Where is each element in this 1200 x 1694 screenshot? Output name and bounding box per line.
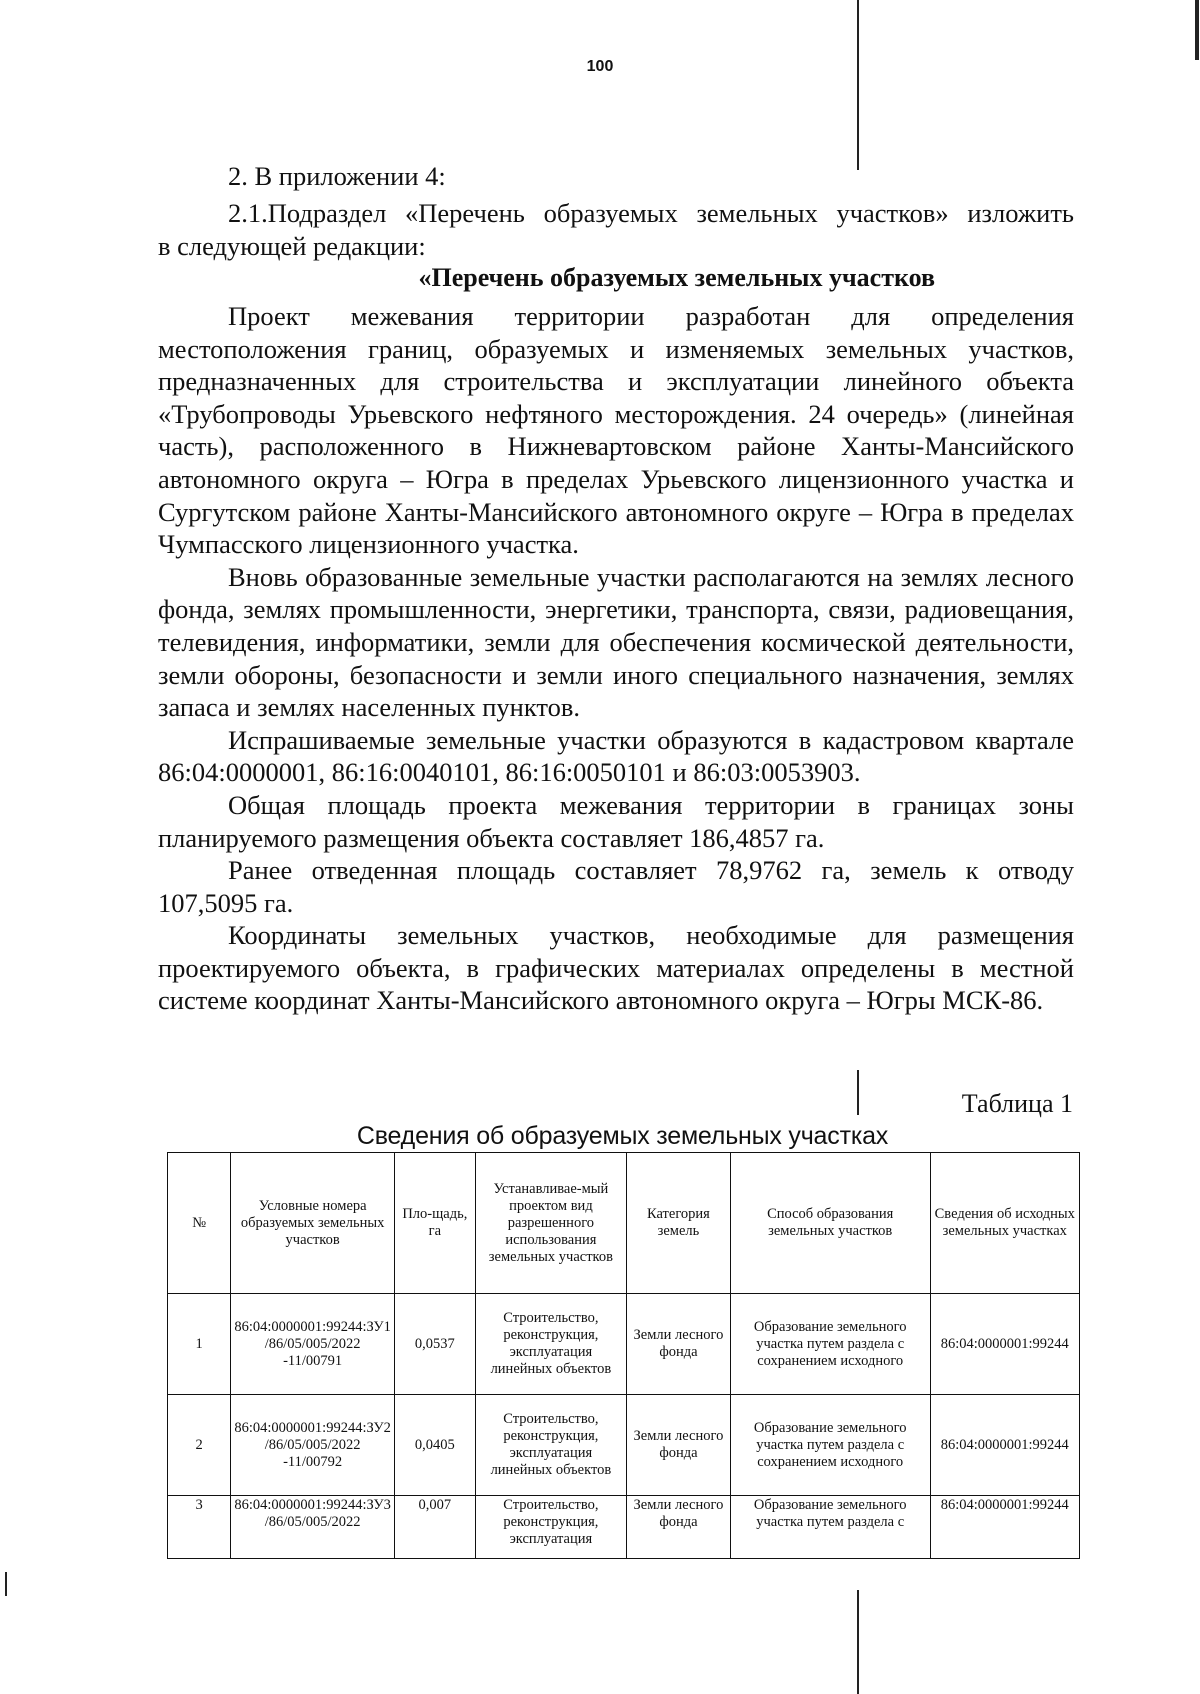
cell-area: 0,0537 [394,1294,475,1395]
scan-artifact-line [1195,0,1199,60]
cell-source-plot: 86:04:0000001:99244 [930,1294,1079,1395]
section-heading-text: «Перечень образуемых земельных участков [418,263,935,292]
body-text [158,300,1074,1017]
cell-permitted-use: Строительство, реконструкция, эксплуатация линейных объектов [475,1294,626,1395]
table-row [168,1496,1080,1559]
header-source-plots: Сведения об исходных земельных участках [930,1153,1079,1294]
item-2-1-text [228,197,1074,230]
cell-source-plot: 86:04:0000001:99244 [930,1395,1079,1496]
header-category: Категория земель [626,1153,730,1294]
paragraph-total-area: Общая площадь проекта межевания территории в границах зоны планируемого размещения объекта составляет 186,4857 га. [158,789,1074,853]
cell-formation-method: Образование земельного участка путем раздела с [730,1496,930,1559]
cell-formation-method: Образование земельного участка путем раздела с сохранением исходного [730,1294,930,1395]
cell-area: 0,007 [394,1496,475,1559]
cell-number: 3 [168,1496,231,1559]
cell-plot-id: 86:04:0000001:99244:ЗУ2 /86/05/005/2022 -11/00792 [231,1395,395,1496]
page-number: 100 [586,58,614,75]
cell-permitted-use: Строительство, реконструкция, эксплуатация линейных объектов [475,1395,626,1496]
scan-artifact-line [857,1590,859,1694]
cell-number: 2 [168,1395,231,1496]
scan-artifact-line [5,1572,7,1596]
cell-plot-id: 86:04:0000001:99244:ЗУ1 /86/05/005/2022 -11/00791 [231,1294,395,1395]
paragraph-quarters: Испрашиваемые земельные участки образуются в кадастровом квартале 86:04:0000001, 86:16:0040101, 86:16:0050101 и 86:03:0053903. [158,724,1074,788]
cell-category: Земли лесного фонда [626,1496,730,1559]
cell-area: 0,0405 [394,1395,475,1496]
header-number: № [168,1153,231,1294]
cell-category: Земли лесного фонда [626,1395,730,1496]
cell-permitted-use: Строительство, реконструкция, эксплуатация [475,1496,626,1559]
scan-artifact-line [857,0,859,170]
section-heading [158,262,1074,294]
table-label: Таблица 1 [961,1089,1073,1118]
table-header-row [168,1153,1080,1294]
header-permitted-use: Устанавливае-мый проектом вид разрешенного использования земельных участков [475,1153,626,1294]
land-plots-table [167,1152,1080,1559]
table-row [168,1294,1080,1395]
paragraph-project: Проект межевания территории разработан для определения местоположения границ, образуемых и изменяемых земельных участков, предназначенных для строительства и эксплуатации линейного объекта «Трубопроводы Урьевского нефтяного месторождения. 24 очередь» (линейная часть), расположенного в Нижневартовском районе Ханты-Мансийского автономного округа – Югра в пределах Урьевского лицензионного участка и Сургутском районе Ханты-Мансийского автономного округе – Югра в пределах Чумпасского лицензионного участка. [158,301,1074,560]
header-formation-method: Способ образования земельных участков [730,1153,930,1294]
scan-artifact-line [857,1070,859,1115]
table-caption: Сведения об образуемых земельных участках [356,1122,889,1150]
item-2-1-line-2: в следующей редакции: [158,231,426,261]
header-plot-ids: Условные номера образуемых земельных участков [231,1153,395,1294]
cell-formation-method: Образование земельного участка путем раздела с сохранением исходного [730,1395,930,1496]
paragraph-coordinates: Координаты земельных участков, необходимые для размещения проектируемого объекта, в графических материалах определены в местной системе координат Ханты-Мансийского автономного округа – Югры МСК-86. [158,920,1074,1016]
header-area: Пло-щадь, га [394,1153,475,1294]
item-2-text: 2. В приложении 4: [228,161,446,191]
item-2-1-line-1: 2.1.Подраздел «Перечень образуемых земельных участков» изложить [228,198,1074,228]
cell-category: Земли лесного фонда [626,1294,730,1395]
paragraph-lands: Вновь образованные земельные участки располагаются на землях лесного фонда, землях промышленности, энергетики, транспорта, связи, радиовещания, телевидения, информатики, земли для обеспечения космической деятельности, земли обороны, безопасности и земли иного специального назначения, землях запаса и землях населенных пунктов. [158,561,1074,723]
table-row [168,1395,1080,1496]
cell-plot-id: 86:04:0000001:99244:ЗУ3 /86/05/005/2022 [231,1496,395,1559]
cell-source-plot: 86:04:0000001:99244 [930,1496,1079,1559]
paragraph-allotted-area: Ранее отведенная площадь составляет 78,9762 га, земель к отводу 107,5095 га. [158,855,1074,918]
cell-number: 1 [168,1294,231,1395]
